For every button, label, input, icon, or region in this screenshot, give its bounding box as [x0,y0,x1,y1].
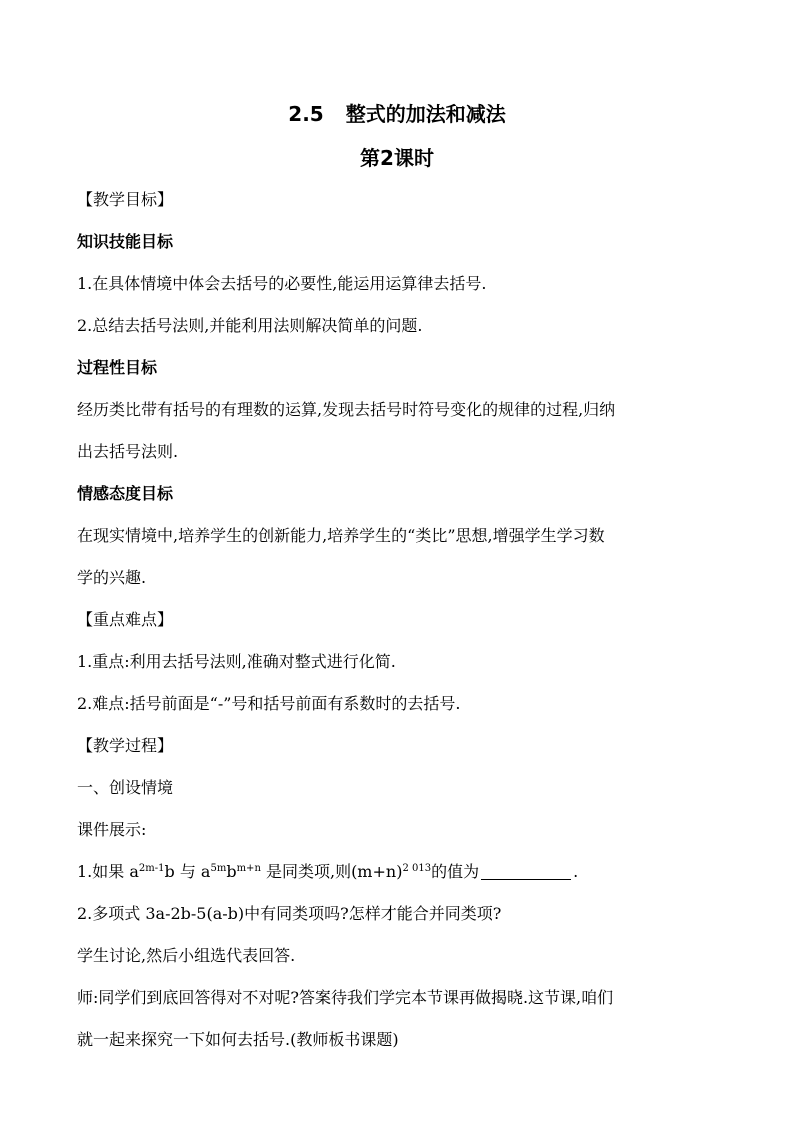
emotion-text-line-1: 在现实情境中,培养学生的创新能力,培养学生的“类比”思想,增强学生学习数 [77,526,605,545]
teaching-process-heading: 【教学过程】 [77,736,174,755]
knowledge-heading: 知识技能目标 [77,232,174,251]
lesson-number: 2.5 [288,102,324,126]
process-text-line-2: 出去括号法则. [77,442,179,461]
objectives-heading: 【教学目标】 [77,190,174,209]
keypoints-heading: 【重点难点】 [77,610,174,629]
discussion-note: 学生讨论,然后小组选代表回答. [77,946,296,965]
emotion-heading: 情感态度目标 [77,484,174,503]
keypoint-2: 2.难点:括号前面是“-”号和括号前面有系数时的去括号. [77,694,461,713]
keypoint-1: 1.重点:利用去括号法则,准确对整式进行化简. [77,652,396,671]
question-1: 1.如果 $a^{2m-1}b$ 与 $a^{5m}b^{m+n}$ 是同类项,则$(m+n)^{2 013}$的值为 . [77,862,579,881]
lesson-name: 整式的加法和减法 [345,102,506,126]
answer-blank [481,863,571,880]
teacher-remark-line-2: 就一起来探究一下如何去括号.(教师板书课题) [77,1030,399,1049]
lesson-subtitle: 第2课时 [360,146,434,170]
knowledge-item-1: 1.在具体情境中体会去括号的必要性,能运用运算律去括号. [77,274,487,293]
knowledge-item-2: 2.总结去括号法则,并能利用法则解决简单的问题. [77,316,423,335]
emotion-text-line-2: 学的兴趣. [77,568,147,587]
lesson-title [0,100,794,128]
courseware-label: 课件展示: [77,820,147,839]
step-1-heading: 一、创设情境 [77,778,174,797]
process-text-line-1: 经历类比带有括号的有理数的运算,发现去括号时符号变化的规律的过程,归纳 [77,400,616,419]
process-heading: 过程性目标 [77,358,158,377]
teacher-remark-line-1: 师:同学们到底回答得对不对呢?答案待我们学完本节课再做揭晓.这节课,咱们 [77,988,614,1007]
question-2: 2.多项式 3a-2b-5(a-b)中有同类项吗?怎样才能合并同类项? [77,904,502,923]
